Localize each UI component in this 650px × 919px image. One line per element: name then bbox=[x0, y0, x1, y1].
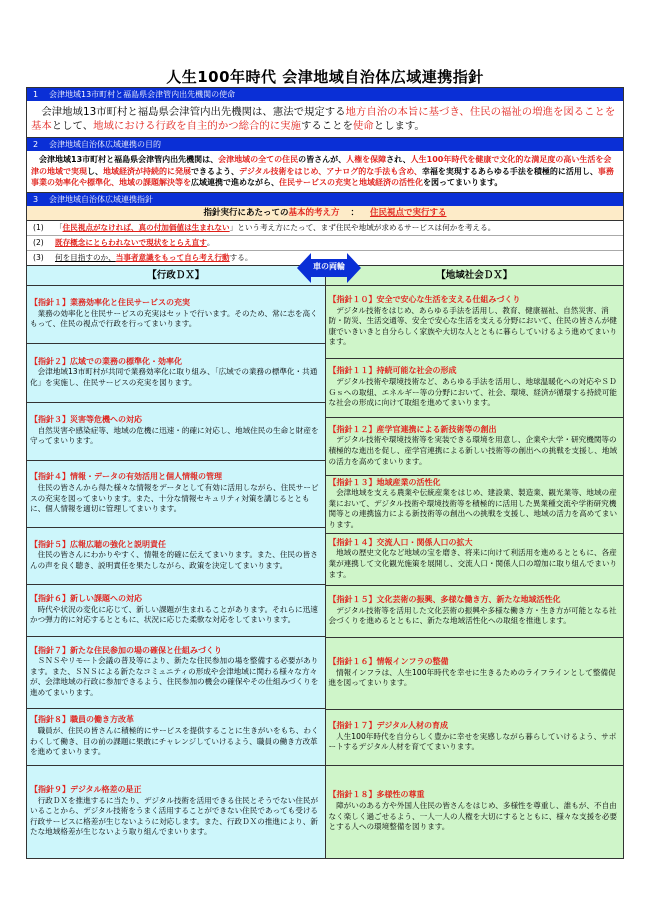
principle-text: 住民視点がなければ、真の付加価値は生まれない bbox=[62, 222, 230, 232]
guideline-title: 【指針１３】地域産業の活性化 bbox=[328, 477, 441, 487]
guideline-body: 住民の皆さんにわかりやすく、情報を的確に伝えてまいります。また、住民の皆さんの声を良く聴き、説明責任を果たしながら、政策を決定してまいります。 bbox=[30, 550, 318, 570]
guideline-body: ＳＮＳやリモート会議の普及等により、新たな住民参加の場を整備する必要があります。また、ＳＮＳによる新たなコミュニティの形成や会津地域に関わる様々な方々が、会津地域の行政に参加できるよう、住民参加の機会の確保やその仕組みづくりを進めてまいります。 bbox=[30, 656, 319, 697]
guideline-body: 住民の皆さんから得た様々な情報をデータとして有効に活用しながら、住民サービスの充実を図ってまいります。また、十分な情報セキュリティ対策を講じるとともに、個人情報を適切に管理してまいります。 bbox=[30, 482, 319, 514]
body-text: できるよう、 bbox=[191, 166, 239, 176]
body-text: として、 bbox=[51, 120, 94, 132]
guideline-item bbox=[326, 476, 624, 534]
guideline-item bbox=[326, 534, 624, 586]
guideline-item bbox=[326, 359, 624, 418]
guideline-item bbox=[27, 766, 325, 858]
section-1-header bbox=[27, 88, 623, 101]
principle-text: 。 bbox=[206, 237, 215, 247]
highlight-text: 地域における行政を自主的かつ総合的に実施 bbox=[93, 120, 301, 132]
principle-text: 「 bbox=[55, 222, 63, 232]
guideline-body: 障がいのある方や外国人住民の皆さんをはじめ、多様性を尊重し、誰もが、不自由なく楽しく過ごせるよう、一人一人の人権を大切にするとともに、様々な支援を必要とする人への環境整備を図ります。 bbox=[328, 800, 618, 832]
guideline-item bbox=[27, 344, 325, 403]
body-text: 幸福を実現するあらゆる手法を積極的に活用し、 bbox=[421, 166, 598, 176]
principle-item bbox=[27, 236, 623, 251]
guideline-body: デジタル技術や環境技術等を実装できる環境を用意し、企業や大学・研究機関等の積極的な進出を促し、産学官連携による新しい技術等の創出への挑戦を支援し、地域の活力を高めてまいります。 bbox=[328, 435, 618, 466]
highlight-text: デジタル技術をはじめ、アナログ的な手法も含め、 bbox=[239, 166, 422, 176]
guideline-title: 【指針１６】情報インフラの整備 bbox=[328, 657, 449, 667]
guideline-item bbox=[326, 638, 624, 710]
highlight-text: 地域経済が持続的に発展 bbox=[103, 166, 191, 176]
guideline-item bbox=[326, 586, 624, 638]
basic-approach-label: 基本的考え方 bbox=[288, 207, 340, 218]
section-3-heading: 会津地域自治体広域連携指針 bbox=[49, 194, 153, 204]
guideline-item bbox=[27, 637, 325, 709]
guideline-body: 人生100年時代を自分らしく豊かに幸せを実感しながら暮らしていけるよう、サポートするデジタル人材を育ててまいります。 bbox=[328, 731, 617, 752]
guideline-body: デジタル技術をはじめ、あらゆる手法を活用し、教育、健康福祉、自然災害、消防・防災、生活交通等、安全で安心な生活を支える分野において、住民の皆さんが健康でいきいきと自分らしく家族や大切な人とともに暮らしていけるよう進めてまいります。 bbox=[328, 305, 618, 347]
guideline-body: 会津地域13市町村が共同で業務効率化に取り組み、「広域での業務の標準化・共通化」を実施し、住民サービスの充実を図ります。 bbox=[30, 367, 318, 387]
body-text: 会津地域13市町村と福島県会津管内出先機関は、憲法で規定する bbox=[41, 106, 346, 118]
body-text: 広域連携で進めながら、 bbox=[191, 178, 279, 187]
guideline-title: 【指針５】広報広聴の強化と説明責任 bbox=[30, 539, 166, 549]
guideline-body: 会津地域を支える農業や伝統産業をはじめ、建設業、製造業、観光業等、地域の産業において、デジタル技術や環境技術等を積極的に活用した異業種交流や学術研究機関等との連携協力による新技術等の創出への挑戦を支援し、地域の活力を高めてまいります。 bbox=[328, 488, 618, 529]
highlight-text: 人生100年時代を健康で文化的な満足度の高い生活を会津の地域で実現 bbox=[31, 155, 612, 176]
admin-dx-column bbox=[27, 286, 326, 858]
guideline-body: 時代や状況の変化に応じて、新しい課題が生まれることがあります。それらに迅速かつ弾力的に対応するとともに、状況に応じた柔軟な対応をしてまいります。 bbox=[30, 604, 318, 625]
basic-approach-banner bbox=[27, 206, 623, 221]
guideline-title: 【指針７】新たな住民参加の場の確保と仕組みづくり bbox=[30, 645, 222, 655]
guideline-item bbox=[27, 403, 325, 461]
guideline-title: 【指針１２】産学官連携による新技術等の創出 bbox=[328, 424, 497, 434]
guideline-item bbox=[326, 766, 624, 858]
section-3-number: 3 bbox=[33, 194, 39, 204]
guideline-body: 業務の効率化と住民サービスの充実はセットで行います。そのため、常に志を高くもって、住民の視点で行政を行ってまいります。 bbox=[30, 308, 318, 329]
guideline-title: 【指針６】新しい課題への対応 bbox=[30, 594, 142, 604]
guideline-title: 【指針３】災害等危機への対応 bbox=[30, 415, 142, 425]
body-text: することを bbox=[300, 120, 353, 132]
principle-item bbox=[27, 221, 623, 236]
principle-text: 現状をとらえ直す bbox=[146, 237, 207, 247]
guideline-title: 【指針１４】交流人口・関係人口の拡大 bbox=[328, 537, 473, 547]
guideline-title: 【指針８】職員の働き方改革 bbox=[30, 715, 134, 725]
guideline-item bbox=[326, 710, 624, 766]
highlight-text: 住民サービスの充実と地域経済の活性化 bbox=[279, 178, 423, 187]
guideline-columns bbox=[27, 286, 623, 858]
principle-text: 既存概念にとらわれないで bbox=[55, 237, 147, 247]
guideline-item bbox=[326, 286, 624, 359]
guideline-title: 【指針１０】安全で安心な生活を支える仕組みづくり bbox=[328, 295, 521, 305]
guideline-title: 【指針１８】多様性の尊重 bbox=[328, 790, 425, 800]
section-1-heading: 会津地域13市町村と福島県会津管内出先機関の使命 bbox=[49, 90, 236, 99]
principle-text: 何を目指すのか、 bbox=[55, 252, 116, 262]
principle-index: (3) bbox=[33, 252, 44, 262]
highlight-text: 地方自治の本旨に基づき、住民の福祉の増進を図ることを基本 bbox=[31, 106, 616, 132]
highlight-text: 使命 bbox=[352, 120, 374, 132]
guideline-title: 【指針９】デジタル格差の是正 bbox=[30, 785, 142, 795]
section-2-number: 2 bbox=[33, 140, 39, 149]
section-1-body bbox=[27, 101, 623, 138]
guideline-document bbox=[26, 87, 624, 859]
basic-approach-prefix: 指針実行にあたっての bbox=[203, 207, 289, 218]
guideline-body: 地域の歴史文化など地域の宝を磨き、将来に向けて利活用を進めるとともに、各産業が連携して文化観光施策を展開し、交流人口・関係人口の増加に取り組んでまいります。 bbox=[328, 548, 618, 579]
section-2-heading: 会津地域自治体広域連携の目的 bbox=[49, 140, 161, 149]
basic-approach-value: 住民視点で実行する bbox=[369, 207, 447, 218]
admin-dx-header: 【行政ＤＸ】 bbox=[27, 266, 326, 285]
guideline-item bbox=[27, 709, 325, 766]
basic-approach-separator: ： bbox=[350, 207, 360, 218]
two-wheels-label: 車の両輪 bbox=[313, 261, 345, 271]
body-text: され、 bbox=[386, 155, 411, 164]
section-1-number: 1 bbox=[33, 90, 39, 99]
guideline-body: 行政ＤＸを推進するに当たり、デジタル技術を活用できる住民とそうでない住民がいることから、デジタル技術をうまく活用することができない住民であっても受ける行政サービスに格差が生じないように対応します。また、行政ＤＸの推進により、新たな地域格差が生じないよう取り組んでまいります。 bbox=[30, 795, 319, 837]
guideline-title: 【指針１１】持続可能な社会の形成 bbox=[328, 366, 457, 376]
section-2-body bbox=[27, 151, 623, 193]
principle-text: 当事者意識をもって自ら考え行動 bbox=[115, 252, 230, 262]
body-text: し、 bbox=[87, 166, 103, 176]
guideline-item bbox=[27, 528, 325, 585]
guideline-body: 職員が、住民の皆さんに積極的にサービスを提供することに生きがいをもち、わくわくして働き、目の前の課題に果敢にチャレンジしていけるよう、職員の働き方改革を進めてまいります。 bbox=[30, 725, 319, 757]
section-3-header bbox=[27, 193, 623, 206]
guideline-title: 【指針４】情報・データの有効活用と個人情報の管理 bbox=[30, 472, 222, 482]
principle-text: 」という考え方にたって、まず住民や地域が求めるサービスは何かを考える。 bbox=[229, 222, 496, 232]
column-headers bbox=[27, 261, 623, 286]
body-text: の皆さんが、 bbox=[298, 155, 347, 164]
guideline-title: 【指針１５】文化芸術の振興、多様な働き方、新たな地域活性化 bbox=[328, 595, 561, 605]
guideline-item bbox=[326, 418, 624, 476]
guideline-body: デジタル技術等を活用した文化芸術の振興や多様な働き方・生き方が可能となる社会づくりを進めるとともに、新たな地域活性化への取組を推進します。 bbox=[328, 605, 617, 626]
highlight-text: 事務事業の効率化や標準化、地域の課題解決等を bbox=[31, 166, 614, 187]
principle-index: (1) bbox=[33, 222, 44, 232]
guideline-title: 【指針１７】デジタル人材の育成 bbox=[328, 721, 449, 731]
body-text: とします。 bbox=[373, 120, 425, 132]
principle-text: する。 bbox=[229, 252, 253, 262]
page-title: 人生100年時代 会津地域自治体広域連携指針 bbox=[166, 68, 484, 86]
guideline-title: 【指針１】業務効率化と住民サービスの充実 bbox=[30, 298, 190, 308]
body-text: 会津地域13市町村と福島県会津管内出先機関は、 bbox=[39, 155, 219, 164]
two-wheels-arrow bbox=[297, 253, 361, 283]
highlight-text: 会津地域の全ての住民 bbox=[218, 155, 299, 164]
guideline-body: デジタル技術や環境技術など、あらゆる手法を活用し、地球温暖化への対応やＳＤＧｓへの取組、エネルギー等の分野において、社会、環境、経済が循環する持続可能な社会の形成に向けて取組を進めてまいります。 bbox=[328, 376, 617, 408]
community-dx-header: 【地域社会ＤＸ】 bbox=[326, 266, 624, 285]
guideline-item bbox=[27, 286, 325, 344]
section-2-header bbox=[27, 138, 623, 151]
guideline-title: 【指針２】広域での業務の標準化・効率化 bbox=[30, 356, 182, 366]
community-dx-column bbox=[326, 286, 624, 858]
guideline-item bbox=[27, 461, 325, 528]
body-text: を図ってまいります。 bbox=[423, 178, 503, 187]
guideline-item bbox=[27, 585, 325, 637]
guideline-body: 自然災害や感染症等、地域の危機に迅速・的確に対応し、地域住民の生命と財産を守ってまいります。 bbox=[30, 425, 319, 446]
guideline-body: 情報インフラは、人生100年時代を幸せに生きるためのライフラインとして整備促進を図ってまいります。 bbox=[328, 667, 616, 688]
principle-index: (2) bbox=[33, 237, 44, 247]
highlight-text: 人権を保障 bbox=[346, 155, 387, 164]
